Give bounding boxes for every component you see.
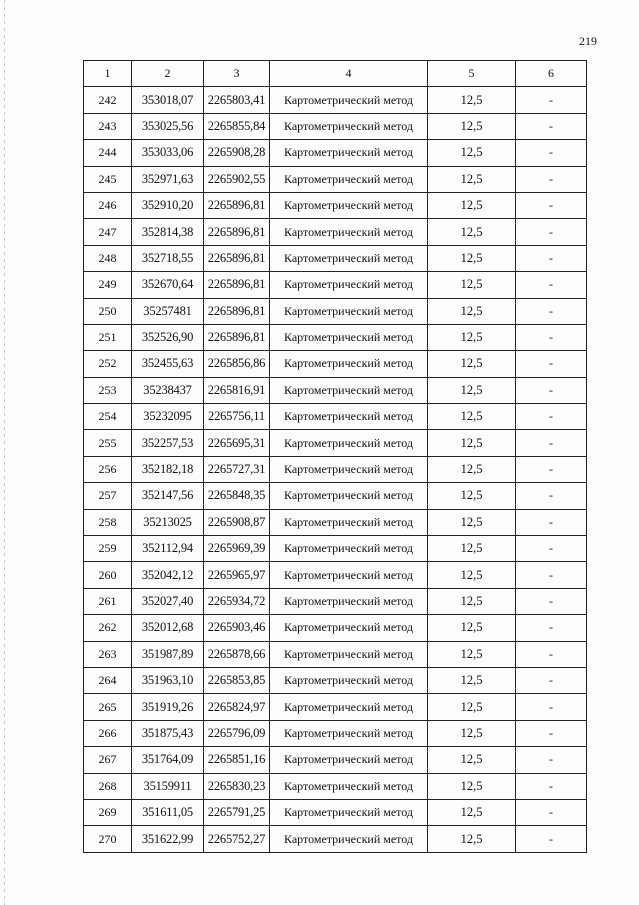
table-row xyxy=(84,245,587,271)
y-coordinate-cell: 2265727,31 xyxy=(204,456,270,482)
method-cell: Картометрический метод xyxy=(270,456,428,482)
x-coordinate-cell: 352147,56 xyxy=(132,483,204,509)
point-number-cell: 254 xyxy=(84,404,132,430)
method-cell: Картометрический метод xyxy=(270,773,428,799)
x-coordinate-cell: 35238437 xyxy=(132,377,204,403)
notes-cell: - xyxy=(516,192,587,218)
accuracy-cell: 12,5 xyxy=(428,351,516,377)
accuracy-cell: 12,5 xyxy=(428,799,516,825)
method-cell: Картометрический метод xyxy=(270,324,428,350)
x-coordinate-cell: 351622,99 xyxy=(132,826,204,852)
y-coordinate-cell: 2265908,28 xyxy=(204,140,270,166)
point-number-cell: 261 xyxy=(84,588,132,614)
table-row xyxy=(84,826,587,852)
x-coordinate-cell: 353025,56 xyxy=(132,113,204,139)
y-coordinate-cell: 2265896,81 xyxy=(204,192,270,218)
point-number-cell: 260 xyxy=(84,562,132,588)
y-coordinate-cell: 2265934,72 xyxy=(204,588,270,614)
header-col-4: 4 xyxy=(270,61,428,87)
point-number-cell: 251 xyxy=(84,324,132,350)
y-coordinate-cell: 2265791,25 xyxy=(204,799,270,825)
accuracy-cell: 12,5 xyxy=(428,272,516,298)
notes-cell: - xyxy=(516,140,587,166)
point-number-cell: 245 xyxy=(84,166,132,192)
point-number-cell: 265 xyxy=(84,694,132,720)
notes-cell: - xyxy=(516,351,587,377)
method-cell: Картометрический метод xyxy=(270,351,428,377)
point-number-cell: 257 xyxy=(84,483,132,509)
accuracy-cell: 12,5 xyxy=(428,483,516,509)
notes-cell: - xyxy=(516,245,587,271)
method-cell: Картометрический метод xyxy=(270,588,428,614)
table-row xyxy=(84,562,587,588)
table-row xyxy=(84,694,587,720)
table-row xyxy=(84,641,587,667)
x-coordinate-cell: 352112,94 xyxy=(132,536,204,562)
point-number-cell: 258 xyxy=(84,509,132,535)
notes-cell: - xyxy=(516,694,587,720)
method-cell: Картометрический метод xyxy=(270,166,428,192)
point-number-cell: 247 xyxy=(84,219,132,245)
accuracy-cell: 12,5 xyxy=(428,192,516,218)
y-coordinate-cell: 2265855,84 xyxy=(204,113,270,139)
y-coordinate-cell: 2265853,85 xyxy=(204,667,270,693)
accuracy-cell: 12,5 xyxy=(428,166,516,192)
point-number-cell: 266 xyxy=(84,720,132,746)
point-number-cell: 255 xyxy=(84,430,132,456)
notes-cell: - xyxy=(516,641,587,667)
method-cell: Картометрический метод xyxy=(270,272,428,298)
table-row xyxy=(84,430,587,456)
notes-cell: - xyxy=(516,456,587,482)
notes-cell: - xyxy=(516,799,587,825)
x-coordinate-cell: 352182,18 xyxy=(132,456,204,482)
point-number-cell: 262 xyxy=(84,615,132,641)
x-coordinate-cell: 351611,05 xyxy=(132,799,204,825)
y-coordinate-cell: 2265896,81 xyxy=(204,219,270,245)
table-row xyxy=(84,324,587,350)
table-row xyxy=(84,615,587,641)
method-cell: Картометрический метод xyxy=(270,430,428,456)
notes-cell: - xyxy=(516,588,587,614)
method-cell: Картометрический метод xyxy=(270,667,428,693)
x-coordinate-cell: 352042,12 xyxy=(132,562,204,588)
notes-cell: - xyxy=(516,773,587,799)
y-coordinate-cell: 2265896,81 xyxy=(204,272,270,298)
table-row xyxy=(84,773,587,799)
table-row xyxy=(84,192,587,218)
method-cell: Картометрический метод xyxy=(270,536,428,562)
accuracy-cell: 12,5 xyxy=(428,87,516,113)
table-row xyxy=(84,272,587,298)
accuracy-cell: 12,5 xyxy=(428,298,516,324)
point-number-cell: 270 xyxy=(84,826,132,852)
accuracy-cell: 12,5 xyxy=(428,562,516,588)
x-coordinate-cell: 35232095 xyxy=(132,404,204,430)
y-coordinate-cell: 2265796,09 xyxy=(204,720,270,746)
x-coordinate-cell: 352455,63 xyxy=(132,351,204,377)
notes-cell: - xyxy=(516,87,587,113)
x-coordinate-cell: 35159911 xyxy=(132,773,204,799)
x-coordinate-cell: 352526,90 xyxy=(132,324,204,350)
y-coordinate-cell: 2265878,66 xyxy=(204,641,270,667)
method-cell: Картометрический метод xyxy=(270,298,428,324)
accuracy-cell: 12,5 xyxy=(428,720,516,746)
accuracy-cell: 12,5 xyxy=(428,641,516,667)
table-row xyxy=(84,720,587,746)
x-coordinate-cell: 351919,26 xyxy=(132,694,204,720)
method-cell: Картометрический метод xyxy=(270,509,428,535)
header-col-1: 1 xyxy=(84,61,132,87)
header-col-5: 5 xyxy=(428,61,516,87)
accuracy-cell: 12,5 xyxy=(428,588,516,614)
y-coordinate-cell: 2265896,81 xyxy=(204,298,270,324)
accuracy-cell: 12,5 xyxy=(428,826,516,852)
accuracy-cell: 12,5 xyxy=(428,430,516,456)
table-row xyxy=(84,536,587,562)
method-cell: Картометрический метод xyxy=(270,140,428,166)
notes-cell: - xyxy=(516,272,587,298)
y-coordinate-cell: 2265830,23 xyxy=(204,773,270,799)
notes-cell: - xyxy=(516,377,587,403)
point-number-cell: 256 xyxy=(84,456,132,482)
table-header-row xyxy=(84,61,587,87)
point-number-cell: 243 xyxy=(84,113,132,139)
x-coordinate-cell: 353033,06 xyxy=(132,140,204,166)
method-cell: Картометрический метод xyxy=(270,720,428,746)
x-coordinate-cell: 352012,68 xyxy=(132,615,204,641)
method-cell: Картометрический метод xyxy=(270,377,428,403)
accuracy-cell: 12,5 xyxy=(428,536,516,562)
table-row xyxy=(84,166,587,192)
notes-cell: - xyxy=(516,483,587,509)
method-cell: Картометрический метод xyxy=(270,562,428,588)
table-row xyxy=(84,113,587,139)
x-coordinate-cell: 352814,38 xyxy=(132,219,204,245)
accuracy-cell: 12,5 xyxy=(428,245,516,271)
y-coordinate-cell: 2265896,81 xyxy=(204,245,270,271)
notes-cell: - xyxy=(516,324,587,350)
notes-cell: - xyxy=(516,113,587,139)
notes-cell: - xyxy=(516,747,587,773)
point-number-cell: 268 xyxy=(84,773,132,799)
y-coordinate-cell: 2265848,35 xyxy=(204,483,270,509)
point-number-cell: 259 xyxy=(84,536,132,562)
method-cell: Картометрический метод xyxy=(270,615,428,641)
accuracy-cell: 12,5 xyxy=(428,377,516,403)
table-row xyxy=(84,351,587,377)
y-coordinate-cell: 2265969,39 xyxy=(204,536,270,562)
table-row xyxy=(84,404,587,430)
method-cell: Картометрический метод xyxy=(270,219,428,245)
y-coordinate-cell: 2265856,86 xyxy=(204,351,270,377)
point-number-cell: 267 xyxy=(84,747,132,773)
method-cell: Картометрический метод xyxy=(270,799,428,825)
point-number-cell: 252 xyxy=(84,351,132,377)
notes-cell: - xyxy=(516,536,587,562)
accuracy-cell: 12,5 xyxy=(428,324,516,350)
accuracy-cell: 12,5 xyxy=(428,404,516,430)
method-cell: Картометрический метод xyxy=(270,245,428,271)
accuracy-cell: 12,5 xyxy=(428,219,516,245)
accuracy-cell: 12,5 xyxy=(428,694,516,720)
y-coordinate-cell: 2265965,97 xyxy=(204,562,270,588)
method-cell: Картометрический метод xyxy=(270,192,428,218)
table-row xyxy=(84,456,587,482)
header-col-2: 2 xyxy=(132,61,204,87)
method-cell: Картометрический метод xyxy=(270,747,428,773)
y-coordinate-cell: 2265896,81 xyxy=(204,324,270,350)
notes-cell: - xyxy=(516,667,587,693)
accuracy-cell: 12,5 xyxy=(428,773,516,799)
table-row xyxy=(84,219,587,245)
y-coordinate-cell: 2265903,46 xyxy=(204,615,270,641)
x-coordinate-cell: 352910,20 xyxy=(132,192,204,218)
x-coordinate-cell: 35213025 xyxy=(132,509,204,535)
accuracy-cell: 12,5 xyxy=(428,113,516,139)
method-cell: Картометрический метод xyxy=(270,404,428,430)
table-row xyxy=(84,377,587,403)
point-number-cell: 249 xyxy=(84,272,132,298)
x-coordinate-cell: 352971,63 xyxy=(132,166,204,192)
accuracy-cell: 12,5 xyxy=(428,615,516,641)
method-cell: Картометрический метод xyxy=(270,87,428,113)
notes-cell: - xyxy=(516,430,587,456)
x-coordinate-cell: 352670,64 xyxy=(132,272,204,298)
point-number-cell: 264 xyxy=(84,667,132,693)
method-cell: Картометрический метод xyxy=(270,694,428,720)
x-coordinate-cell: 35257481 xyxy=(132,298,204,324)
accuracy-cell: 12,5 xyxy=(428,509,516,535)
table-row xyxy=(84,140,587,166)
y-coordinate-cell: 2265803,41 xyxy=(204,87,270,113)
header-col-3: 3 xyxy=(204,61,270,87)
method-cell: Картометрический метод xyxy=(270,113,428,139)
y-coordinate-cell: 2265908,87 xyxy=(204,509,270,535)
table-row xyxy=(84,87,587,113)
table-row xyxy=(84,588,587,614)
y-coordinate-cell: 2265756,11 xyxy=(204,404,270,430)
y-coordinate-cell: 2265824,97 xyxy=(204,694,270,720)
table-row xyxy=(84,483,587,509)
notes-cell: - xyxy=(516,166,587,192)
notes-cell: - xyxy=(516,298,587,324)
method-cell: Картометрический метод xyxy=(270,826,428,852)
accuracy-cell: 12,5 xyxy=(428,140,516,166)
point-number-cell: 253 xyxy=(84,377,132,403)
table-row xyxy=(84,667,587,693)
accuracy-cell: 12,5 xyxy=(428,456,516,482)
x-coordinate-cell: 351875,43 xyxy=(132,720,204,746)
point-number-cell: 263 xyxy=(84,641,132,667)
table-row xyxy=(84,747,587,773)
header-col-6: 6 xyxy=(516,61,587,87)
notes-cell: - xyxy=(516,404,587,430)
x-coordinate-cell: 353018,07 xyxy=(132,87,204,113)
y-coordinate-cell: 2265752,27 xyxy=(204,826,270,852)
notes-cell: - xyxy=(516,826,587,852)
point-number-cell: 244 xyxy=(84,140,132,166)
x-coordinate-cell: 352718,55 xyxy=(132,245,204,271)
x-coordinate-cell: 351764,09 xyxy=(132,747,204,773)
y-coordinate-cell: 2265816,91 xyxy=(204,377,270,403)
point-number-cell: 250 xyxy=(84,298,132,324)
point-number-cell: 269 xyxy=(84,799,132,825)
table-row xyxy=(84,799,587,825)
y-coordinate-cell: 2265902,55 xyxy=(204,166,270,192)
x-coordinate-cell: 351987,89 xyxy=(132,641,204,667)
point-number-cell: 248 xyxy=(84,245,132,271)
y-coordinate-cell: 2265695,31 xyxy=(204,430,270,456)
accuracy-cell: 12,5 xyxy=(428,667,516,693)
point-number-cell: 246 xyxy=(84,192,132,218)
x-coordinate-cell: 351963,10 xyxy=(132,667,204,693)
notes-cell: - xyxy=(516,615,587,641)
notes-cell: - xyxy=(516,562,587,588)
table-row xyxy=(84,509,587,535)
page-number: 219 xyxy=(579,34,597,48)
y-coordinate-cell: 2265851,16 xyxy=(204,747,270,773)
x-coordinate-cell: 352027,40 xyxy=(132,588,204,614)
notes-cell: - xyxy=(516,509,587,535)
table-body xyxy=(84,87,587,852)
method-cell: Картометрический метод xyxy=(270,483,428,509)
notes-cell: - xyxy=(516,219,587,245)
accuracy-cell: 12,5 xyxy=(428,747,516,773)
x-coordinate-cell: 352257,53 xyxy=(132,430,204,456)
scan-edge-line xyxy=(4,0,5,905)
table-row xyxy=(84,298,587,324)
coordinates-table xyxy=(83,60,587,853)
method-cell: Картометрический метод xyxy=(270,641,428,667)
point-number-cell: 242 xyxy=(84,87,132,113)
notes-cell: - xyxy=(516,720,587,746)
